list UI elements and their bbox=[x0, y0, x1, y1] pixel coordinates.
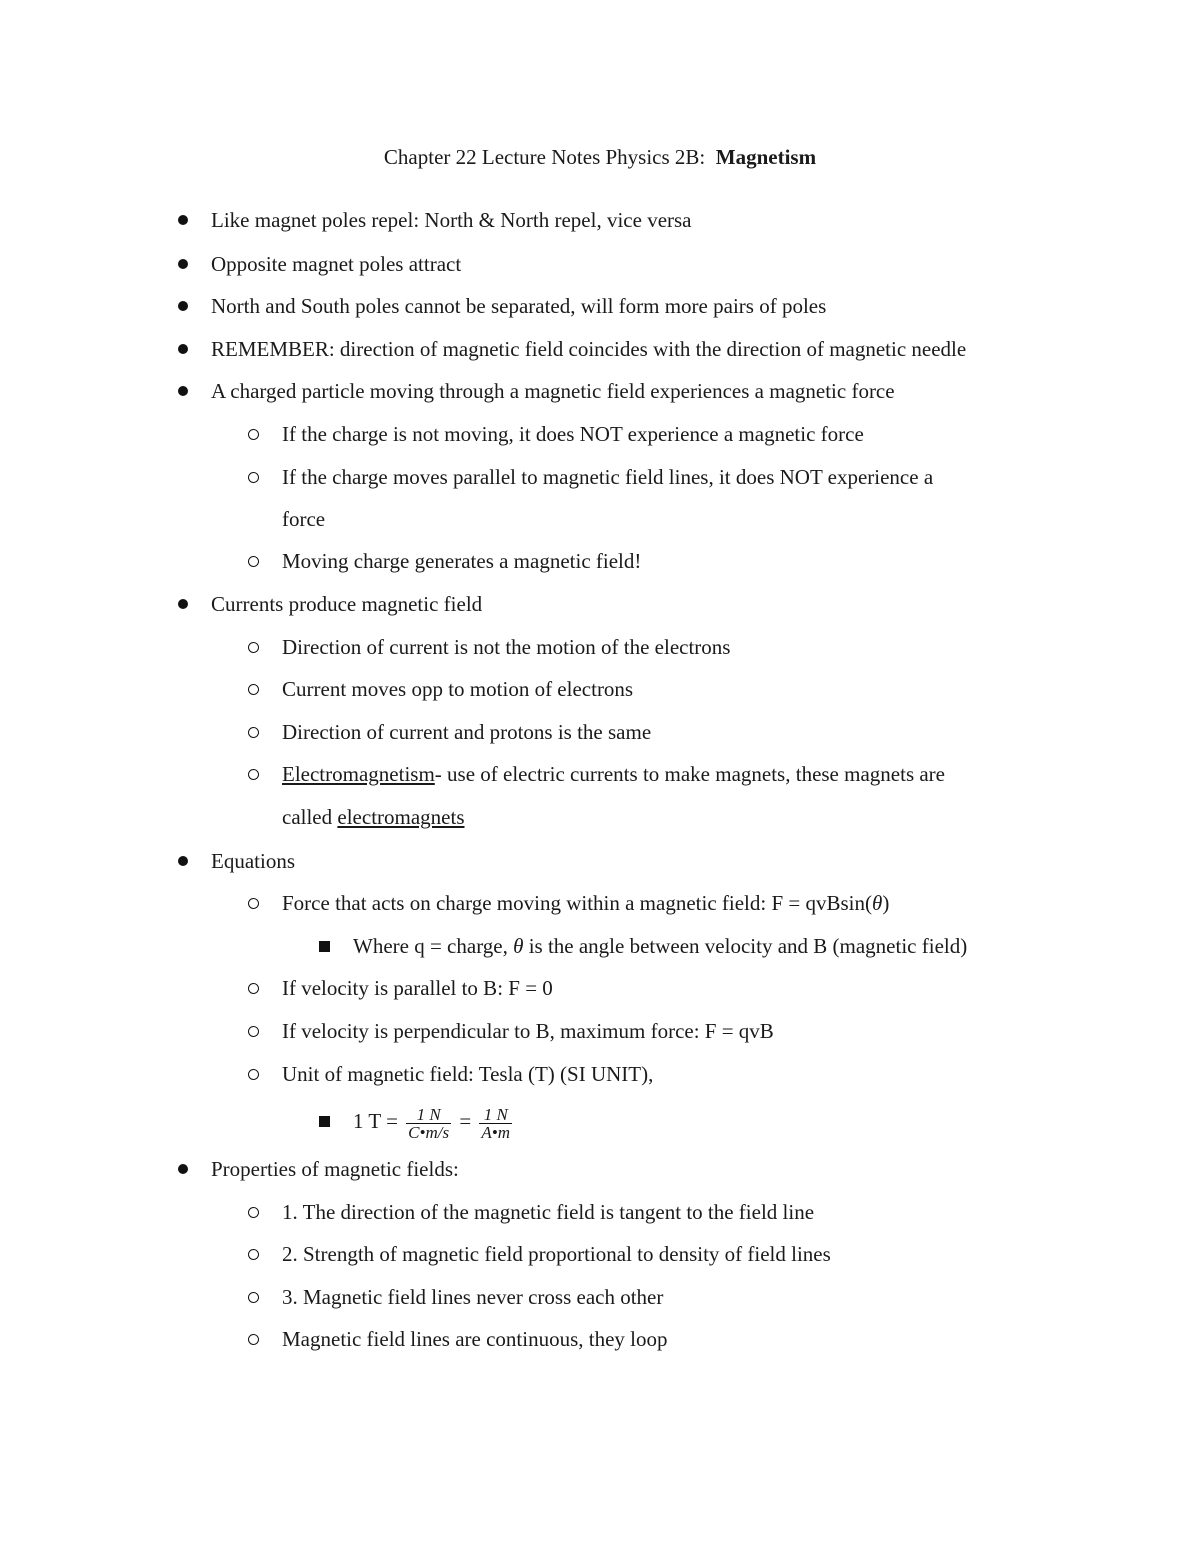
bullet-dot-icon bbox=[178, 215, 188, 225]
bullet-circle-icon bbox=[248, 898, 259, 909]
theta-symbol: θ bbox=[872, 891, 883, 915]
sub-list-item: Unit of magnetic field: Tesla (T) (SI UNIT), bbox=[282, 1062, 654, 1086]
bullet-circle-icon bbox=[248, 472, 259, 483]
sub-list-item: 1. The direction of the magnetic field is tangent to the field line bbox=[282, 1200, 815, 1224]
definition-text: - use of electric currents to make magnets, these magnets are bbox=[434, 762, 946, 786]
fraction-n-over-cms bbox=[406, 1106, 451, 1141]
sub-list-item bbox=[282, 760, 945, 788]
bullet-circle-icon bbox=[248, 1207, 259, 1218]
list-item: A charged particle moving through a magnetic field experiences a magnetic force bbox=[211, 379, 895, 403]
bullet-circle-icon bbox=[248, 684, 259, 695]
bullet-dot-icon bbox=[178, 856, 188, 866]
continued-text: called bbox=[282, 805, 338, 829]
list-item: REMEMBER: direction of magnetic field coincides with the direction of magnetic needle bbox=[211, 337, 967, 361]
sub-list-item: 3. Magnetic field lines never cross each other bbox=[282, 1285, 664, 1309]
bullet-dot-icon bbox=[178, 344, 188, 354]
bullet-circle-icon bbox=[248, 769, 259, 780]
list-item: Equations bbox=[211, 849, 295, 873]
title-bold-topic: Magnetism bbox=[715, 145, 817, 169]
fraction-n-over-am bbox=[479, 1106, 512, 1141]
definition-text: is the angle between velocity and B (magnetic field) bbox=[523, 934, 968, 958]
list-item: North and South poles cannot be separated, will form more pairs of poles bbox=[211, 294, 827, 318]
fraction-denominator: C•m/s bbox=[408, 1122, 450, 1142]
sub-list-item: If velocity is perpendicular to B, maximum force: F = qvB bbox=[282, 1019, 774, 1043]
sub-list-item: Current moves opp to motion of electrons bbox=[282, 677, 634, 701]
bullet-circle-icon bbox=[248, 556, 259, 567]
sub-list-item: If velocity is parallel to B: F = 0 bbox=[282, 976, 553, 1000]
bullet-circle-icon bbox=[248, 642, 259, 653]
page-title bbox=[0, 143, 1200, 171]
bullet-circle-icon bbox=[248, 1249, 259, 1260]
equation-text: Force that acts on charge moving within a magnetic field: F = qvBsin( bbox=[282, 891, 872, 915]
bullet-dot-icon bbox=[178, 1164, 188, 1174]
bullet-dot-icon bbox=[178, 599, 188, 609]
sub-list-item-continued: force bbox=[282, 507, 326, 531]
tesla-equation bbox=[353, 1103, 515, 1141]
list-item: Currents produce magnetic field bbox=[211, 592, 483, 616]
list-item: Properties of magnetic fields: bbox=[211, 1157, 459, 1181]
sub-list-item-continued bbox=[282, 803, 465, 831]
sub-list-item: If the charge is not moving, it does NOT experience a magnetic force bbox=[282, 422, 864, 446]
sub-list-item: Magnetic field lines are continuous, they loop bbox=[282, 1327, 668, 1351]
bullet-dot-icon bbox=[178, 386, 188, 396]
bullet-circle-icon bbox=[248, 727, 259, 738]
bullet-square-icon bbox=[319, 941, 330, 952]
sub-list-item bbox=[282, 889, 889, 917]
bullet-dot-icon bbox=[178, 301, 188, 311]
bullet-circle-icon bbox=[248, 1026, 259, 1037]
bullet-square-icon bbox=[319, 1116, 330, 1127]
bullet-circle-icon bbox=[248, 1292, 259, 1303]
list-item: Like magnet poles repel: North & North repel, vice versa bbox=[211, 208, 692, 232]
bullet-circle-icon bbox=[248, 429, 259, 440]
bullet-circle-icon bbox=[248, 1334, 259, 1345]
term-electromagnets: electromagnets bbox=[337, 805, 465, 829]
sub-list-item: Direction of current and protons is the same bbox=[282, 720, 652, 744]
bullet-dot-icon bbox=[178, 259, 188, 269]
fraction-denominator: A•m bbox=[481, 1122, 511, 1142]
bullet-circle-icon bbox=[248, 1069, 259, 1080]
list-item: Opposite magnet poles attract bbox=[211, 252, 462, 276]
equation-close: ) bbox=[882, 891, 890, 915]
equals-sign: = bbox=[459, 1109, 472, 1133]
sub-sub-list-item bbox=[353, 932, 967, 960]
bullet-circle-icon bbox=[248, 983, 259, 994]
sub-list-item: Direction of current is not the motion of the electrons bbox=[282, 635, 731, 659]
term-electromagnetism: Electromagnetism bbox=[282, 762, 435, 786]
fraction-numerator: 1 N bbox=[406, 1106, 451, 1124]
fraction-numerator: 1 N bbox=[479, 1106, 512, 1124]
sub-list-item: 2. Strength of magnetic field proportional to density of field lines bbox=[282, 1242, 831, 1266]
definition-text: Where q = charge, bbox=[353, 934, 514, 958]
sub-list-item: Moving charge generates a magnetic field! bbox=[282, 549, 642, 573]
title-text: Chapter 22 Lecture Notes Physics 2B: bbox=[383, 145, 706, 169]
sub-list-item: If the charge moves parallel to magnetic field lines, it does NOT experience a bbox=[282, 465, 934, 489]
theta-symbol: θ bbox=[513, 934, 524, 958]
equation-lhs: 1 T = bbox=[353, 1109, 398, 1133]
